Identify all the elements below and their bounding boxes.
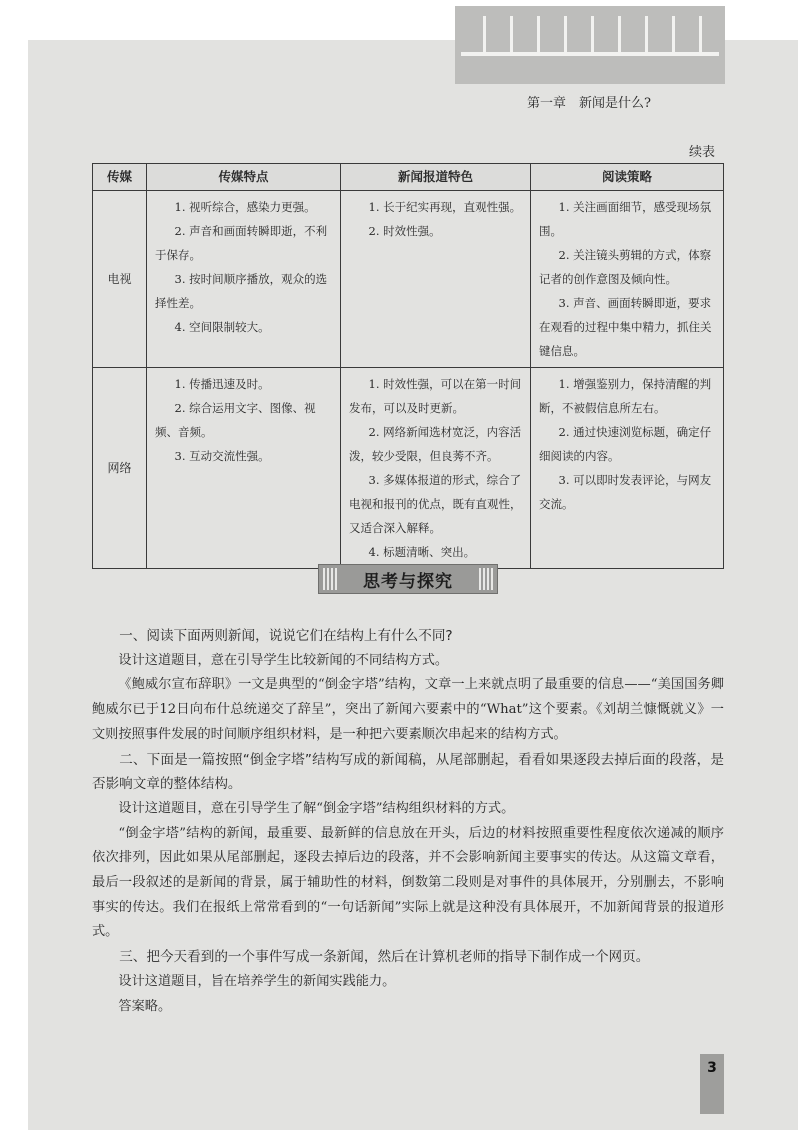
list-item: 2. 通过快速浏览标题，确定仔细阅读的内容。 xyxy=(539,425,712,463)
answer-paragraph: 《鲍威尔宣布辞职》一文是典型的“倒金字塔”结构，文章一上来就点明了最重要的信息——“美国国务卿鲍威尔已于12日向布什总统递交了辞呈”，突出了新闻六要素中的“What”这个要素。《刘胡兰慷慨就义》一文则按照事件发展的时间顺序组织材料，是一种把六要素顺次串起来的结构方式。 xyxy=(92,677,724,742)
table-header-row xyxy=(93,164,724,191)
list-item: 1. 视听综合，感染力更强。 xyxy=(174,200,316,214)
list-item: 4. 标题清晰、突出。 xyxy=(368,545,476,559)
list-item: 2. 时效性强。 xyxy=(368,224,441,238)
column-header: 传媒 xyxy=(93,164,147,191)
reporting-cell xyxy=(341,368,531,569)
list-item: 3. 互动交流性强。 xyxy=(174,449,270,463)
media-table xyxy=(92,163,724,569)
column-header: 传媒特点 xyxy=(147,164,341,191)
features-cell xyxy=(147,191,341,368)
question-paragraph: 三、把今天看到的一个事件写成一条新闻，然后在计算机老师的指导下制作成一个网页。 xyxy=(119,949,650,966)
answer-paragraph: 设计这道题目，意在引导学生了解“倒金字塔”结构组织材料的方式。 xyxy=(118,800,515,816)
list-item: 1. 传播迅速及时。 xyxy=(174,377,270,391)
header-rule xyxy=(461,52,719,56)
exercise-body xyxy=(92,624,724,1019)
list-item: 2. 关注镜头剪辑的方式，体察记者的创作意图及倾向性。 xyxy=(539,248,712,286)
medium-cell: 网络 xyxy=(93,368,147,569)
list-item: 3. 可以即时发表评论，与网友交流。 xyxy=(539,473,712,511)
list-item: 3. 按时间顺序播放，观众的选择性差。 xyxy=(155,272,328,310)
features-cell xyxy=(147,368,341,569)
table-row xyxy=(93,368,724,569)
list-item: 3. 声音、画面转瞬即逝，要求在观看的过程中集中精力，抓住关键信息。 xyxy=(539,296,712,358)
strategy-cell xyxy=(531,191,724,368)
strategy-cell xyxy=(531,368,724,569)
list-item: 4. 空间限制较大。 xyxy=(174,320,270,334)
header-ticks xyxy=(465,16,715,52)
medium-cell: 电视 xyxy=(93,191,147,368)
list-item: 1. 关注画面细节，感受现场氛围。 xyxy=(539,200,712,238)
page-number: 3 xyxy=(700,1054,724,1114)
list-item: 3. 多媒体报道的形式，综合了电视和报刊的优点，既有直观性，又适合深入解释。 xyxy=(349,473,522,535)
list-item: 1. 时效性强，可以在第一时间发布，可以及时更新。 xyxy=(349,377,522,415)
section-title: 思考与探究 xyxy=(363,571,453,592)
reporting-cell xyxy=(341,191,531,368)
list-item: 2. 网络新闻选材宽泛，内容活泼，较少受限，但良莠不齐。 xyxy=(349,425,522,463)
list-item: 1. 增强鉴别力，保持清醒的判断，不被假信息所左右。 xyxy=(539,377,712,415)
header-decoration xyxy=(455,6,725,84)
list-item: 2. 综合运用文字、图像、视频、音频。 xyxy=(155,401,316,439)
answer-paragraph: 答案略。 xyxy=(118,998,172,1014)
continued-label: 续表 xyxy=(689,145,716,160)
column-header: 新闻报道特色 xyxy=(341,164,531,191)
chapter-title: 第一章 新闻是什么? xyxy=(527,96,651,111)
answer-paragraph: “倒金字塔”结构的新闻，最重要、最新鲜的信息放在开头，后边的材料按照重要性程度依次递减的顺序依次排列，因此如果从尾部删起，逐段去掉后边的段落，并不会影响新闻主要事实的传达。从这篇文章看，最后一段叙述的是新闻的背景，属于辅助性的材料，倒数第二段则是对事件的具体展开，分别删去，不影响事实的传达。我们在报纸上常常看到的“一句话新闻”实际上就是这种没有具体展开，不加新闻背景的报道形式。 xyxy=(92,825,724,940)
answer-paragraph: 设计这道题目，意在引导学生比较新闻的不同结构方式。 xyxy=(118,652,449,668)
column-header: 阅读策略 xyxy=(531,164,724,191)
list-item: 2. 声音和画面转瞬即逝，不利于保存。 xyxy=(155,224,328,262)
answer-paragraph: 设计这道题目，旨在培养学生的新闻实践能力。 xyxy=(118,973,396,989)
question-paragraph: 一、阅读下面两则新闻，说说它们在结构上有什么不同? xyxy=(119,628,453,644)
question-paragraph: 二、下面是一篇按照“倒金字塔”结构写成的新闻稿，从尾部删起，看看如果逐段去掉后面的段落，是否影响文章的整体结构。 xyxy=(92,751,724,793)
list-item: 1. 长于纪实再现，直观性强。 xyxy=(368,200,522,214)
table-row xyxy=(93,191,724,368)
section-banner xyxy=(318,564,498,594)
